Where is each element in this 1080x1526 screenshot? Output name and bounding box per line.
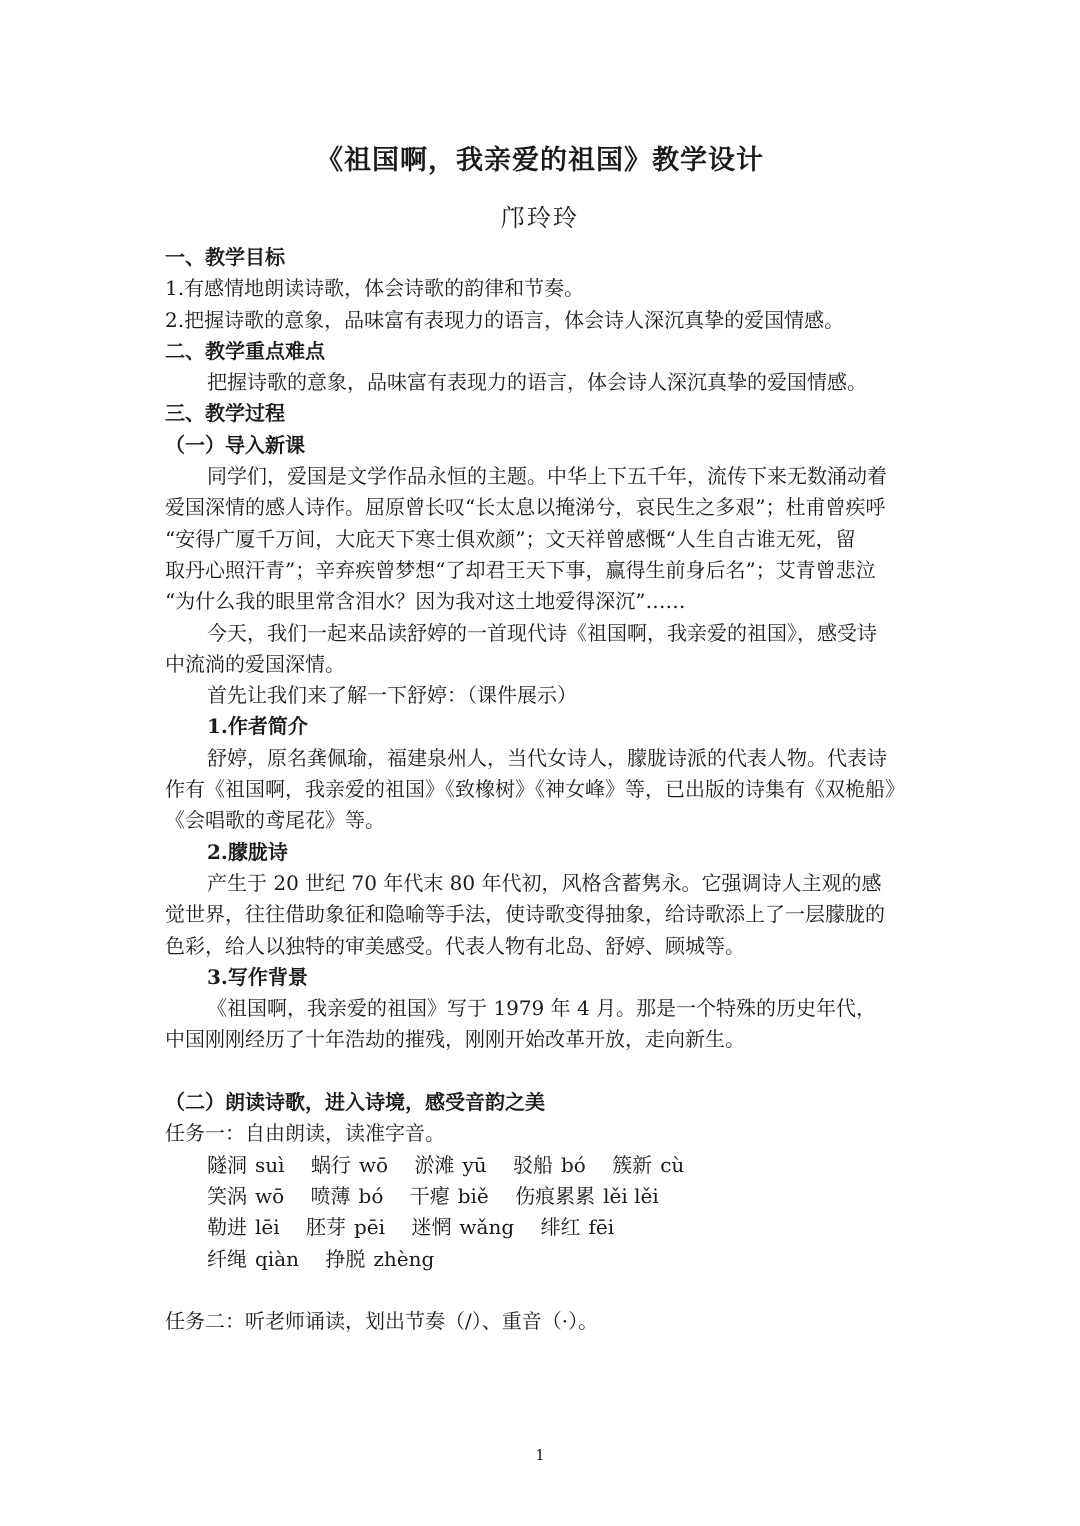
- vocab-word: 迷惘: [411, 1215, 452, 1240]
- goal-item-2: 2.把握诗歌的意象，品味富有表现力的语言，体会诗人深沉真挚的爱国情感。: [165, 307, 845, 332]
- vocab-pinyin: bó: [358, 1183, 384, 1208]
- blank-line: [165, 1275, 927, 1306]
- vocab-word: 纤绳: [207, 1246, 247, 1271]
- misty-line: 产生于 20 世纪 70 年代末 80 年代初，风格含蓄隽永。它强调诗人主观的感: [207, 870, 882, 895]
- vocab-pinyin: zhèng: [373, 1246, 435, 1271]
- intro-line: 取丹心照汗青”；辛弃疾曾梦想“了却君王天下事，赢得生前身后名”；艾青曾悲泣: [165, 557, 876, 582]
- vocab-word: 伤痕累累: [515, 1183, 596, 1208]
- vocab-word: 蜗行: [310, 1152, 351, 1177]
- vocab-pinyin: suì: [255, 1152, 285, 1177]
- page-title: 《祖国啊，我亲爱的祖国》教学设计: [316, 145, 764, 176]
- author-intro-line: 舒婷，原名龚佩瑜，福建泉州人，当代女诗人，朦胧诗派的代表人物。代表诗: [207, 745, 887, 770]
- subheading-misty-poetry: 2.朦胧诗: [207, 839, 288, 864]
- page-number: 1: [535, 1446, 545, 1464]
- subheading-background: 3.写作背景: [207, 964, 308, 989]
- misty-line: 色彩，给人以独特的审美感受。代表人物有北岛、舒婷、顾城等。: [165, 933, 745, 958]
- section-heading-key-points: 二、教学重点难点: [165, 338, 325, 363]
- vocab-pinyin: fēi: [588, 1215, 615, 1240]
- vocab-word: 挣脱: [325, 1246, 366, 1271]
- pinyin-row: [165, 1244, 927, 1275]
- vocab-word: 喷薄: [310, 1183, 351, 1208]
- intro-line: 同学们，爱国是文学作品永恒的主题。中华上下五千年，流传下来无数涌动着: [207, 464, 887, 489]
- background-line: 《祖国啊，我亲爱的祖国》写于 1979 年 4 月。那是一个特殊的历史年代，: [207, 996, 877, 1021]
- author-name: 邝玲玲: [501, 204, 579, 232]
- blank-line: [165, 1056, 927, 1087]
- pinyin-row: [165, 1181, 927, 1212]
- misty-line: 觉世界，往往借助象征和隐喻等手法，使诗歌变得抽象，给诗歌添上了一层朦胧的: [165, 902, 885, 927]
- intro-line: “安得广厦千万间，大庇天下寒士俱欢颜”；文天祥曾感慨“人生自古谁无死，留: [165, 526, 856, 551]
- task-1: 任务一：自由朗读，读准字音。: [165, 1121, 445, 1146]
- goal-item-1: 1.有感情地朗读诗歌，体会诗歌的韵律和节奏。: [165, 276, 585, 301]
- today-line: 中流淌的爱国深情。: [165, 651, 345, 676]
- vocab-pinyin: qiàn: [255, 1246, 300, 1271]
- vocab-pinyin: biě: [457, 1183, 489, 1208]
- key-points-text: 把握诗歌的意象，品味富有表现力的语言，体会诗人深沉真挚的爱国情感。: [207, 370, 867, 395]
- vocab-word: 勒进: [207, 1215, 247, 1240]
- document-body: [165, 242, 927, 1337]
- pinyin-row: [165, 1212, 927, 1243]
- vocab-word: 干瘪: [409, 1183, 450, 1208]
- today-line: 今天，我们一起来品读舒婷的一首现代诗《祖国啊，我亲爱的祖国》，感受诗: [207, 620, 877, 645]
- vocab-word: 淤滩: [414, 1152, 455, 1177]
- section-heading-goals: 一、教学目标: [165, 245, 285, 269]
- pinyin-row: [165, 1150, 927, 1181]
- vocab-word: 簇新: [612, 1152, 653, 1177]
- vocab-word: 胚芽: [306, 1215, 346, 1240]
- vocab-pinyin: lēi: [255, 1215, 280, 1240]
- part-heading-reading: （二）朗读诗歌，进入诗境，感受音韵之美: [165, 1090, 545, 1115]
- intro-line: “为什么我的眼里常含泪水？因为我对这土地爱得深沉”……: [165, 589, 686, 614]
- background-line: 中国刚刚经历了十年浩劫的摧残，刚刚开始改革开放，走向新生。: [165, 1027, 745, 1052]
- first-line: 首先让我们来了解一下舒婷：（课件展示）: [207, 683, 577, 708]
- vocab-word: 绯红: [540, 1215, 581, 1240]
- vocab-pinyin: lěi lěi: [603, 1183, 659, 1208]
- vocab-pinyin: wǎng: [459, 1215, 515, 1240]
- author-intro-line: 《会唱歌的鸢尾花》等。: [165, 808, 385, 833]
- vocab-word: 隧洞: [207, 1152, 247, 1177]
- vocab-pinyin: cù: [660, 1152, 685, 1177]
- part-heading-intro: （一）导入新课: [165, 432, 305, 457]
- vocab-word: 笑涡: [207, 1183, 247, 1208]
- intro-line: 爱国深情的感人诗作。屈原曾长叹“长太息以掩涕兮，哀民生之多艰”；杜甫曾疾呼: [165, 495, 886, 520]
- subheading-author-intro: 1.作者简介: [207, 714, 308, 739]
- vocab-pinyin: yū: [462, 1152, 487, 1177]
- vocab-word: 驳船: [512, 1152, 553, 1177]
- vocab-pinyin: wō: [255, 1183, 285, 1208]
- author-intro-line: 作有《祖国啊，我亲爱的祖国》《致橡树》《神女峰》等，已出版的诗集有《双桅船》: [165, 777, 905, 802]
- vocab-pinyin: pēi: [354, 1215, 386, 1240]
- section-heading-process: 三、教学过程: [165, 401, 285, 426]
- task-2: 任务二：听老师诵读，划出节奏（/）、重音（·）。: [165, 1309, 599, 1334]
- vocab-pinyin: wō: [358, 1152, 389, 1177]
- vocab-pinyin: bó: [560, 1152, 586, 1177]
